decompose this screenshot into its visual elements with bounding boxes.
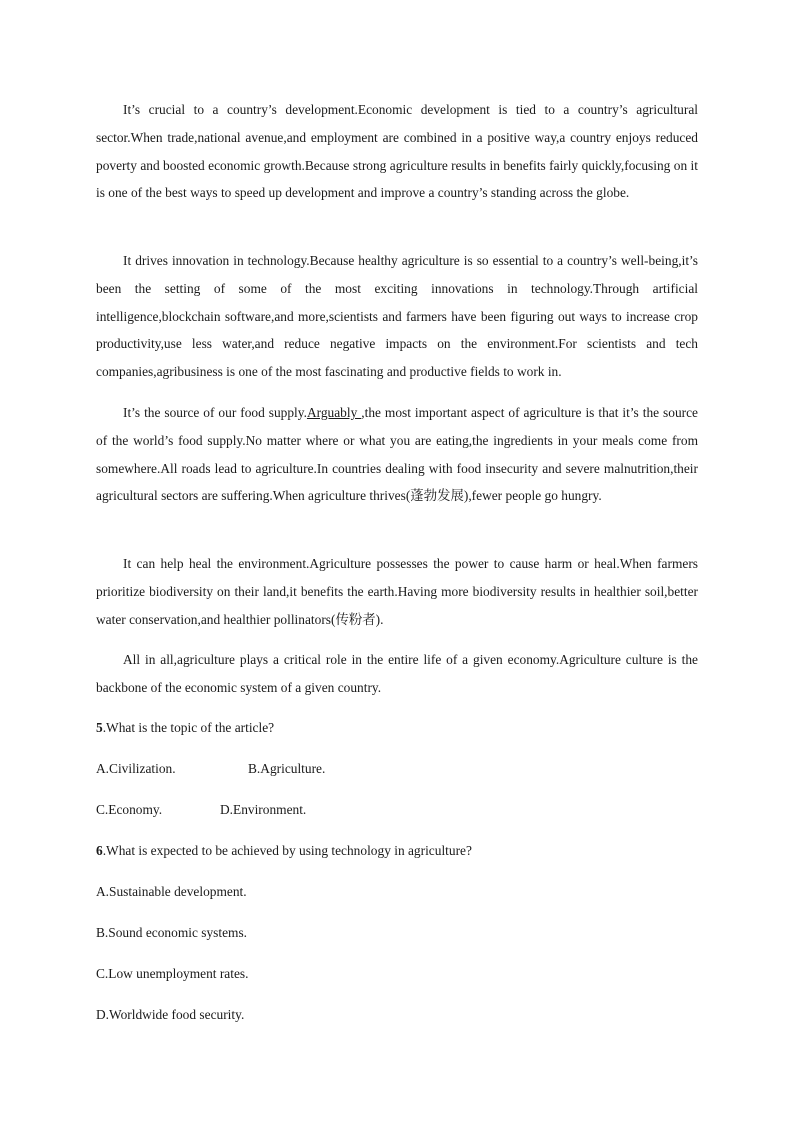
underlined-word: Arguably (306, 405, 362, 420)
passage-paragraph-2 (96, 247, 698, 386)
question-6-option-d[interactable]: D.Worldwide food security. (96, 1007, 245, 1022)
question-6-option-c[interactable]: C.Low unemployment rates. (96, 966, 249, 981)
paragraph-text: It’s crucial to a country’s development.Economic development is tied to a country’s agricultural sector.When trade,national avenue,and employment are combined in a positive way,a country enjoys reduced poverty and boosted economic growth.Because strong agriculture results in benefits fairly quickly,focusing on it is one of the best ways to speed up development and improve a country’s standing across the globe. (96, 102, 698, 201)
passage-paragraph-3 (96, 399, 698, 510)
question-5-stem (96, 718, 274, 738)
paragraph-text-start: It’s the source of our food supply. (123, 405, 307, 420)
paragraph-text-end: ,the most important aspect of agriculture is that it’s the source of the world’s food supply.No matter where or what you are eating,the ingredients in your meals come from somewhere.All roads lead to agriculture.In countries dealing with food insecurity and severe malnutrition,their agricultural sectors are suffering.When agriculture thrives(蓬勃发展),fewer people go hungry. (96, 405, 698, 504)
paragraph-text: It can help heal the environment.Agriculture possesses the power to cause harm or heal.When farmers prioritize biodiversity on their land,it benefits the earth.Having more biodiversity results in healthier soil,better water conservation,and healthier pollinators(传粉者). (96, 556, 698, 627)
question-text: .What is the topic of the article? (102, 720, 275, 735)
question-5-option-a[interactable]: A.Civilization. (96, 761, 176, 776)
question-6-option-a[interactable]: A.Sustainable development. (96, 884, 247, 899)
question-6-stem (96, 841, 472, 861)
question-number: 6 (96, 843, 103, 858)
passage-paragraph-1 (96, 96, 698, 207)
question-5-option-b[interactable]: B.Agriculture. (248, 761, 326, 776)
passage-paragraph-4 (96, 550, 698, 633)
question-6-option-b[interactable]: B.Sound economic systems. (96, 925, 248, 940)
paragraph-text: It drives innovation in technology.Because healthy agriculture is so essential to a country’s well-being,it’s been the setting of some of the most exciting innovations in technology.Through artificial intelligence,blockchain software,and more,scientists and farmers have been figuring out ways to increase crop productivity,use less water,and reduce negative impacts on the environment.For scientists and tech companies,agribusiness is one of the most fascinating and productive fields to work in. (96, 253, 698, 380)
paragraph-text: All in all,agriculture plays a critical role in the entire life of a given economy.Agriculture culture is the backbone of the economic system of a given country. (96, 652, 698, 695)
question-5-option-d[interactable]: D.Environment. (220, 802, 307, 817)
question-number: 5 (96, 720, 103, 735)
question-5-option-c[interactable]: C.Economy. (96, 802, 163, 817)
question-text: .What is expected to be achieved by using technology in agriculture? (102, 843, 472, 858)
passage-paragraph-5 (96, 646, 698, 702)
